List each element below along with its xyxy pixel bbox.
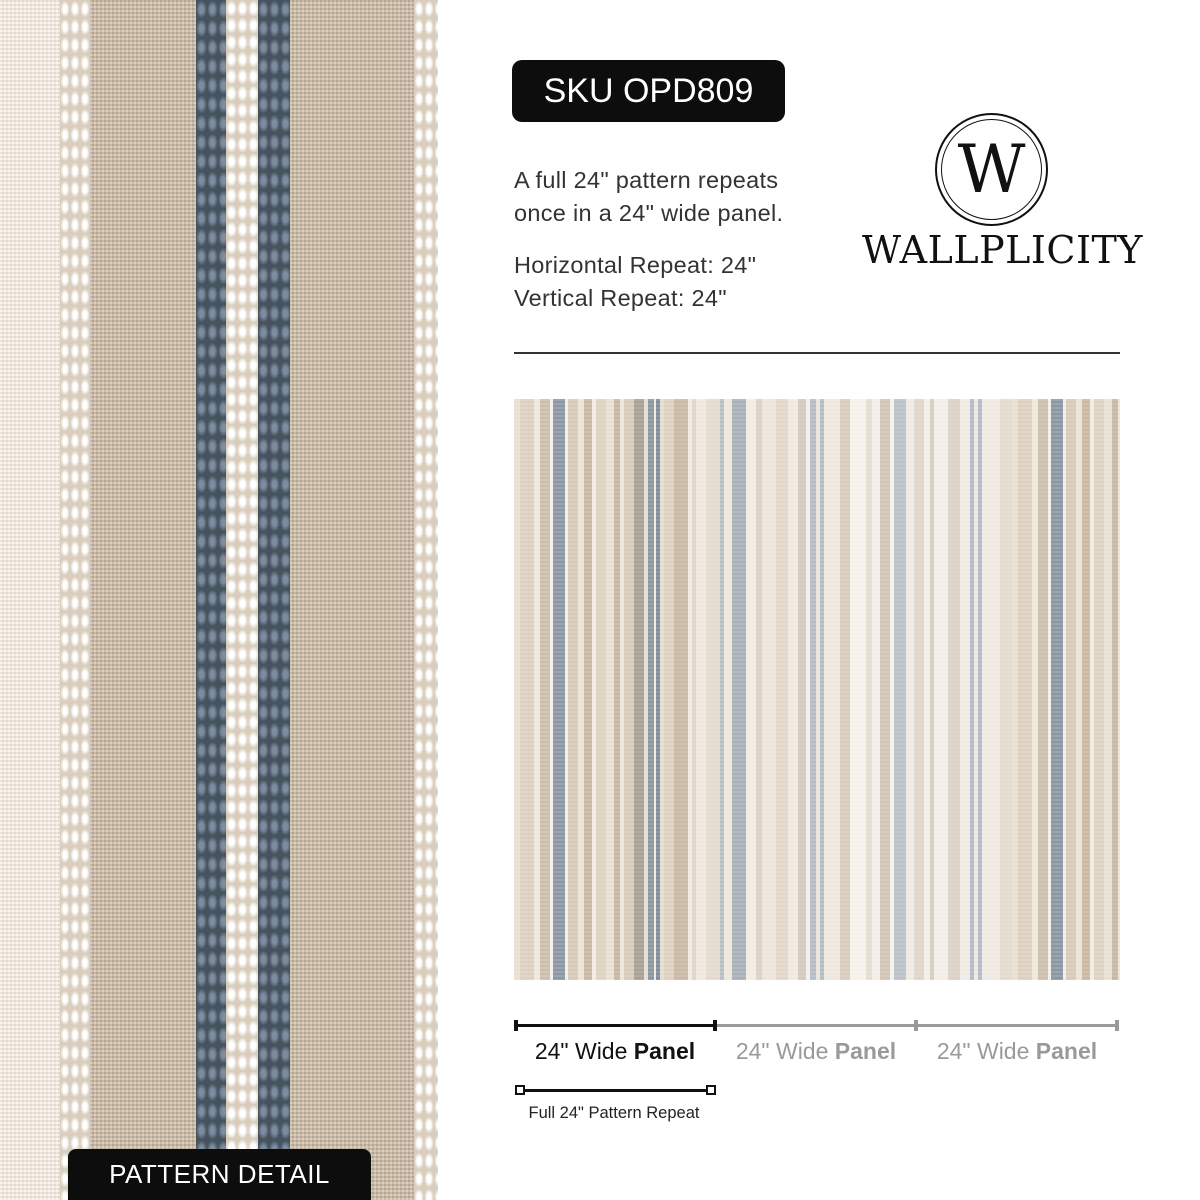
panel-label-bold: Panel <box>834 1038 897 1064</box>
panel-label-bold: Panel <box>1035 1038 1098 1064</box>
panel-label-3 <box>917 1038 1117 1065</box>
pattern-detail-label: PATTERN DETAIL <box>109 1159 330 1189</box>
blue-braid-stripe <box>196 0 226 1200</box>
panel-label-1 <box>515 1038 715 1065</box>
cream-braid-stripe <box>60 0 90 1200</box>
brand-wordmark: WALLPLICITY <box>862 228 1143 272</box>
ruler-tick <box>514 1020 518 1031</box>
pattern-detail-label-box <box>68 1149 371 1200</box>
panel-label-text: 24" Wide <box>534 1038 634 1064</box>
pattern-repeat-label: Full 24" Pattern Repeat <box>528 1104 700 1122</box>
stripe-pattern-svg <box>514 399 1120 980</box>
panel-ruler-2 <box>716 1024 916 1027</box>
horizontal-repeat: Horizontal Repeat: 24" <box>514 252 757 278</box>
repeat-end-marker <box>515 1085 525 1095</box>
section-divider <box>514 352 1120 354</box>
pattern-detail-image <box>0 0 438 1200</box>
vertical-repeat: Vertical Repeat: 24" <box>514 285 727 311</box>
ruler-tick <box>713 1020 717 1031</box>
tan-linen-band <box>90 0 196 1200</box>
sku-badge <box>512 60 785 122</box>
stripe-pattern-preview <box>514 399 1120 980</box>
blue-braid-stripe <box>258 0 290 1200</box>
ruler-tick <box>1115 1020 1119 1031</box>
ruler-tick <box>914 1020 918 1031</box>
panel-label-text: 24" Wide <box>735 1038 835 1064</box>
panel-label-2 <box>716 1038 916 1065</box>
pattern-repeat-line <box>519 1089 711 1092</box>
panel-label-bold: Panel <box>633 1038 696 1064</box>
panel-label-text: 24" Wide <box>936 1038 1036 1064</box>
description-line-2: once in a 24" wide panel. <box>514 200 784 226</box>
cream-braid-stripe <box>414 0 438 1200</box>
repeat-end-marker <box>706 1085 716 1095</box>
white-braid-stripe <box>226 0 258 1200</box>
cream-linen-band <box>0 0 68 1200</box>
description-line-1: A full 24" pattern repeats <box>514 167 779 193</box>
tan-linen-band <box>290 0 416 1200</box>
panel-ruler-1 <box>516 1024 716 1027</box>
panel-ruler-3 <box>916 1024 1116 1027</box>
brand-monogram: W <box>957 131 1026 208</box>
brand-logo-icon <box>935 113 1048 226</box>
sku-label: SKU OPD809 <box>543 71 754 110</box>
